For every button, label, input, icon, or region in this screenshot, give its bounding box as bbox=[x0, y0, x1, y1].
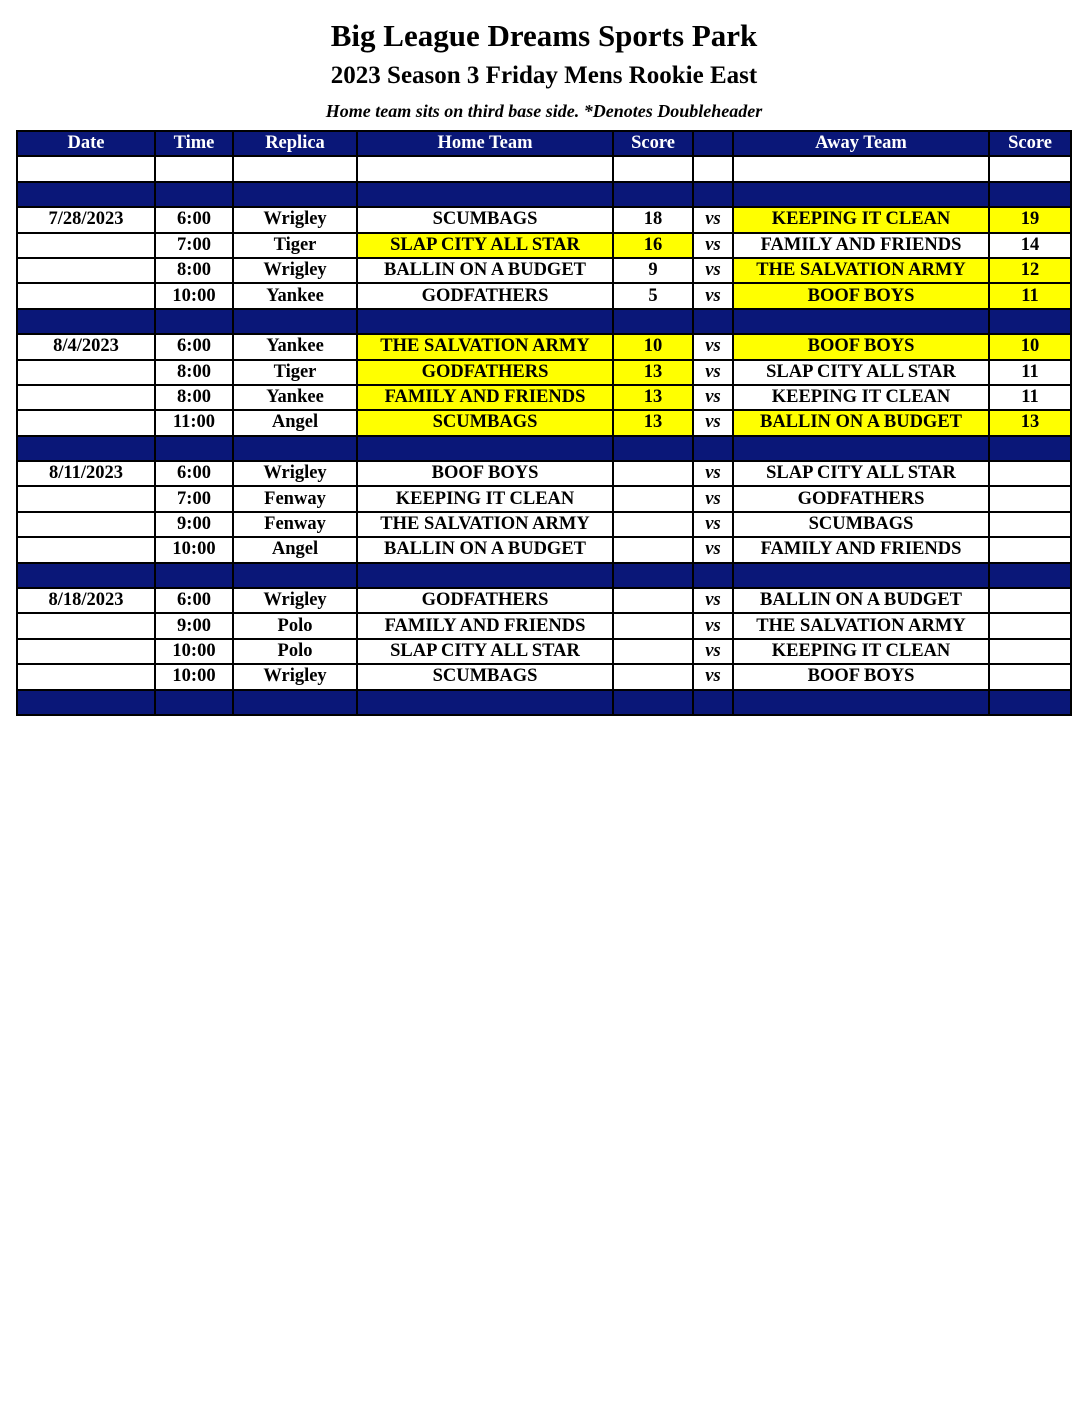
home-team: SCUMBAGS bbox=[357, 410, 613, 435]
game-replica: Yankee bbox=[233, 385, 357, 410]
separator-cell bbox=[733, 690, 989, 715]
game-replica: Fenway bbox=[233, 512, 357, 537]
separator-cell bbox=[155, 563, 233, 588]
home-score bbox=[613, 461, 693, 486]
game-date bbox=[17, 360, 155, 385]
game-time: 6:00 bbox=[155, 588, 233, 613]
game-row bbox=[17, 588, 1071, 613]
separator-cell bbox=[733, 309, 989, 334]
away-score bbox=[989, 613, 1071, 638]
away-team: FAMILY AND FRIENDS bbox=[733, 233, 989, 258]
col-header-replica: Replica bbox=[233, 131, 357, 156]
vs-label: vs bbox=[693, 207, 733, 232]
vs-label: vs bbox=[693, 537, 733, 562]
separator-cell bbox=[155, 182, 233, 207]
game-row bbox=[17, 360, 1071, 385]
game-date bbox=[17, 233, 155, 258]
away-team: SCUMBAGS bbox=[733, 512, 989, 537]
game-date bbox=[17, 512, 155, 537]
separator-cell bbox=[989, 436, 1071, 461]
separator-cell bbox=[693, 690, 733, 715]
separator-cell bbox=[693, 563, 733, 588]
separator-cell bbox=[17, 690, 155, 715]
separator-cell bbox=[17, 436, 155, 461]
vs-label: vs bbox=[693, 461, 733, 486]
separator-cell bbox=[155, 436, 233, 461]
game-date bbox=[17, 385, 155, 410]
away-score bbox=[989, 639, 1071, 664]
separator-cell bbox=[693, 182, 733, 207]
game-replica: Tiger bbox=[233, 360, 357, 385]
game-time: 6:00 bbox=[155, 334, 233, 359]
home-score: 13 bbox=[613, 385, 693, 410]
game-replica: Tiger bbox=[233, 233, 357, 258]
home-score: 10 bbox=[613, 334, 693, 359]
away-score bbox=[989, 512, 1071, 537]
game-time: 10:00 bbox=[155, 537, 233, 562]
separator-cell bbox=[155, 309, 233, 334]
away-score: 11 bbox=[989, 283, 1071, 308]
vs-label: vs bbox=[693, 258, 733, 283]
away-team: BALLIN ON A BUDGET bbox=[733, 588, 989, 613]
col-header-vs bbox=[693, 131, 733, 156]
game-replica: Angel bbox=[233, 537, 357, 562]
away-team: BOOF BOYS bbox=[733, 283, 989, 308]
separator-cell bbox=[989, 182, 1071, 207]
game-time: 9:00 bbox=[155, 613, 233, 638]
game-replica: Fenway bbox=[233, 486, 357, 511]
schedule-table bbox=[16, 130, 1072, 716]
separator-cell bbox=[613, 690, 693, 715]
away-team: FAMILY AND FRIENDS bbox=[733, 537, 989, 562]
home-team: FAMILY AND FRIENDS bbox=[357, 385, 613, 410]
home-team: SCUMBAGS bbox=[357, 207, 613, 232]
game-row bbox=[17, 207, 1071, 232]
col-header-time: Time bbox=[155, 131, 233, 156]
away-score bbox=[989, 588, 1071, 613]
game-replica: Wrigley bbox=[233, 664, 357, 689]
away-score: 10 bbox=[989, 334, 1071, 359]
game-replica: Polo bbox=[233, 613, 357, 638]
away-team: KEEPING IT CLEAN bbox=[733, 207, 989, 232]
game-time: 10:00 bbox=[155, 283, 233, 308]
vs-label: vs bbox=[693, 334, 733, 359]
game-date bbox=[17, 537, 155, 562]
separator-cell bbox=[357, 436, 613, 461]
away-team: THE SALVATION ARMY bbox=[733, 613, 989, 638]
away-score: 11 bbox=[989, 360, 1071, 385]
schedule-note: Home team sits on third base side. *Denotes Doubleheader bbox=[325, 101, 763, 121]
game-date bbox=[17, 486, 155, 511]
home-team: THE SALVATION ARMY bbox=[357, 512, 613, 537]
game-row bbox=[17, 283, 1071, 308]
separator-cell bbox=[733, 182, 989, 207]
vs-label: vs bbox=[693, 486, 733, 511]
game-date: 8/18/2023 bbox=[17, 588, 155, 613]
home-score bbox=[613, 512, 693, 537]
vs-label: vs bbox=[693, 410, 733, 435]
page-title: Big League Dreams Sports Park bbox=[330, 18, 758, 53]
separator-cell bbox=[357, 309, 613, 334]
separator-cell bbox=[613, 309, 693, 334]
home-score bbox=[613, 639, 693, 664]
game-date: 7/28/2023 bbox=[17, 207, 155, 232]
game-date bbox=[17, 613, 155, 638]
col-header-home-score: Score bbox=[613, 131, 693, 156]
away-score: 14 bbox=[989, 233, 1071, 258]
vs-label: vs bbox=[693, 360, 733, 385]
home-score bbox=[613, 664, 693, 689]
game-row bbox=[17, 461, 1071, 486]
away-team: BALLIN ON A BUDGET bbox=[733, 410, 989, 435]
vs-label: vs bbox=[693, 512, 733, 537]
separator-cell bbox=[357, 182, 613, 207]
away-team: GODFATHERS bbox=[733, 486, 989, 511]
vs-label: vs bbox=[693, 283, 733, 308]
home-score: 13 bbox=[613, 360, 693, 385]
separator-row bbox=[17, 309, 1071, 334]
home-team: GODFATHERS bbox=[357, 360, 613, 385]
home-score: 18 bbox=[613, 207, 693, 232]
blank-cell bbox=[155, 156, 233, 181]
separator-cell bbox=[989, 690, 1071, 715]
blank-cell bbox=[17, 156, 155, 181]
game-time: 10:00 bbox=[155, 639, 233, 664]
blank-row bbox=[17, 156, 1071, 181]
game-time: 11:00 bbox=[155, 410, 233, 435]
game-row bbox=[17, 410, 1071, 435]
col-header-away-team: Away Team bbox=[733, 131, 989, 156]
separator-cell bbox=[613, 436, 693, 461]
away-team: THE SALVATION ARMY bbox=[733, 258, 989, 283]
game-time: 9:00 bbox=[155, 512, 233, 537]
home-team: BALLIN ON A BUDGET bbox=[357, 537, 613, 562]
game-time: 6:00 bbox=[155, 461, 233, 486]
blank-cell bbox=[733, 156, 989, 181]
game-replica: Polo bbox=[233, 639, 357, 664]
vs-label: vs bbox=[693, 639, 733, 664]
separator-cell bbox=[357, 563, 613, 588]
blank-cell bbox=[989, 156, 1071, 181]
game-replica: Wrigley bbox=[233, 207, 357, 232]
home-score bbox=[613, 613, 693, 638]
home-score: 5 bbox=[613, 283, 693, 308]
separator-cell bbox=[17, 182, 155, 207]
away-score bbox=[989, 537, 1071, 562]
away-score bbox=[989, 461, 1071, 486]
away-team: SLAP CITY ALL STAR bbox=[733, 461, 989, 486]
home-team: GODFATHERS bbox=[357, 588, 613, 613]
blank-cell bbox=[233, 156, 357, 181]
separator-cell bbox=[233, 690, 357, 715]
game-row bbox=[17, 537, 1071, 562]
game-row bbox=[17, 639, 1071, 664]
game-row bbox=[17, 258, 1071, 283]
game-time: 8:00 bbox=[155, 258, 233, 283]
away-score bbox=[989, 664, 1071, 689]
separator-cell bbox=[17, 309, 155, 334]
away-team: SLAP CITY ALL STAR bbox=[733, 360, 989, 385]
home-score bbox=[613, 537, 693, 562]
away-team: BOOF BOYS bbox=[733, 334, 989, 359]
home-team: SLAP CITY ALL STAR bbox=[357, 639, 613, 664]
game-time: 8:00 bbox=[155, 360, 233, 385]
game-date bbox=[17, 639, 155, 664]
away-score bbox=[989, 486, 1071, 511]
col-header-date: Date bbox=[17, 131, 155, 156]
home-team: FAMILY AND FRIENDS bbox=[357, 613, 613, 638]
game-time: 10:00 bbox=[155, 664, 233, 689]
page-subtitle: 2023 Season 3 Friday Mens Rookie East bbox=[330, 62, 758, 89]
schedule-body bbox=[17, 156, 1071, 715]
game-date bbox=[17, 283, 155, 308]
separator-row bbox=[17, 182, 1071, 207]
home-score: 9 bbox=[613, 258, 693, 283]
col-header-away-score: Score bbox=[989, 131, 1071, 156]
game-row bbox=[17, 486, 1071, 511]
game-date bbox=[17, 664, 155, 689]
game-time: 7:00 bbox=[155, 233, 233, 258]
separator-cell bbox=[613, 182, 693, 207]
game-date: 8/4/2023 bbox=[17, 334, 155, 359]
away-team: KEEPING IT CLEAN bbox=[733, 385, 989, 410]
game-row bbox=[17, 613, 1071, 638]
game-replica: Wrigley bbox=[233, 258, 357, 283]
home-score bbox=[613, 486, 693, 511]
game-date: 8/11/2023 bbox=[17, 461, 155, 486]
blank-cell bbox=[613, 156, 693, 181]
away-team: KEEPING IT CLEAN bbox=[733, 639, 989, 664]
separator-cell bbox=[233, 309, 357, 334]
separator-cell bbox=[233, 436, 357, 461]
separator-row bbox=[17, 436, 1071, 461]
separator-cell bbox=[733, 436, 989, 461]
game-row bbox=[17, 512, 1071, 537]
game-time: 8:00 bbox=[155, 385, 233, 410]
game-date bbox=[17, 410, 155, 435]
game-replica: Yankee bbox=[233, 283, 357, 308]
home-team: BALLIN ON A BUDGET bbox=[357, 258, 613, 283]
away-score: 12 bbox=[989, 258, 1071, 283]
away-score: 13 bbox=[989, 410, 1071, 435]
separator-row bbox=[17, 690, 1071, 715]
game-replica: Angel bbox=[233, 410, 357, 435]
vs-label: vs bbox=[693, 233, 733, 258]
separator-cell bbox=[733, 563, 989, 588]
home-score bbox=[613, 588, 693, 613]
separator-cell bbox=[989, 563, 1071, 588]
home-score: 13 bbox=[613, 410, 693, 435]
game-row bbox=[17, 334, 1071, 359]
col-header-home-team: Home Team bbox=[357, 131, 613, 156]
home-team: SCUMBAGS bbox=[357, 664, 613, 689]
game-row bbox=[17, 385, 1071, 410]
game-row bbox=[17, 664, 1071, 689]
separator-cell bbox=[693, 436, 733, 461]
game-replica: Yankee bbox=[233, 334, 357, 359]
home-team: BOOF BOYS bbox=[357, 461, 613, 486]
home-team: GODFATHERS bbox=[357, 283, 613, 308]
separator-row bbox=[17, 563, 1071, 588]
away-score: 19 bbox=[989, 207, 1071, 232]
blank-cell bbox=[693, 156, 733, 181]
game-replica: Wrigley bbox=[233, 461, 357, 486]
vs-label: vs bbox=[693, 613, 733, 638]
game-row bbox=[17, 233, 1071, 258]
separator-cell bbox=[357, 690, 613, 715]
separator-cell bbox=[17, 563, 155, 588]
separator-cell bbox=[989, 309, 1071, 334]
separator-cell bbox=[693, 309, 733, 334]
home-team: SLAP CITY ALL STAR bbox=[357, 233, 613, 258]
vs-label: vs bbox=[693, 588, 733, 613]
separator-cell bbox=[233, 563, 357, 588]
blank-cell bbox=[357, 156, 613, 181]
separator-cell bbox=[155, 690, 233, 715]
game-time: 6:00 bbox=[155, 207, 233, 232]
separator-cell bbox=[613, 563, 693, 588]
away-team: BOOF BOYS bbox=[733, 664, 989, 689]
game-time: 7:00 bbox=[155, 486, 233, 511]
away-score: 11 bbox=[989, 385, 1071, 410]
header-row bbox=[17, 131, 1071, 156]
game-replica: Wrigley bbox=[233, 588, 357, 613]
vs-label: vs bbox=[693, 664, 733, 689]
home-score: 16 bbox=[613, 233, 693, 258]
separator-cell bbox=[233, 182, 357, 207]
home-team: KEEPING IT CLEAN bbox=[357, 486, 613, 511]
vs-label: vs bbox=[693, 385, 733, 410]
home-team: THE SALVATION ARMY bbox=[357, 334, 613, 359]
game-date bbox=[17, 258, 155, 283]
